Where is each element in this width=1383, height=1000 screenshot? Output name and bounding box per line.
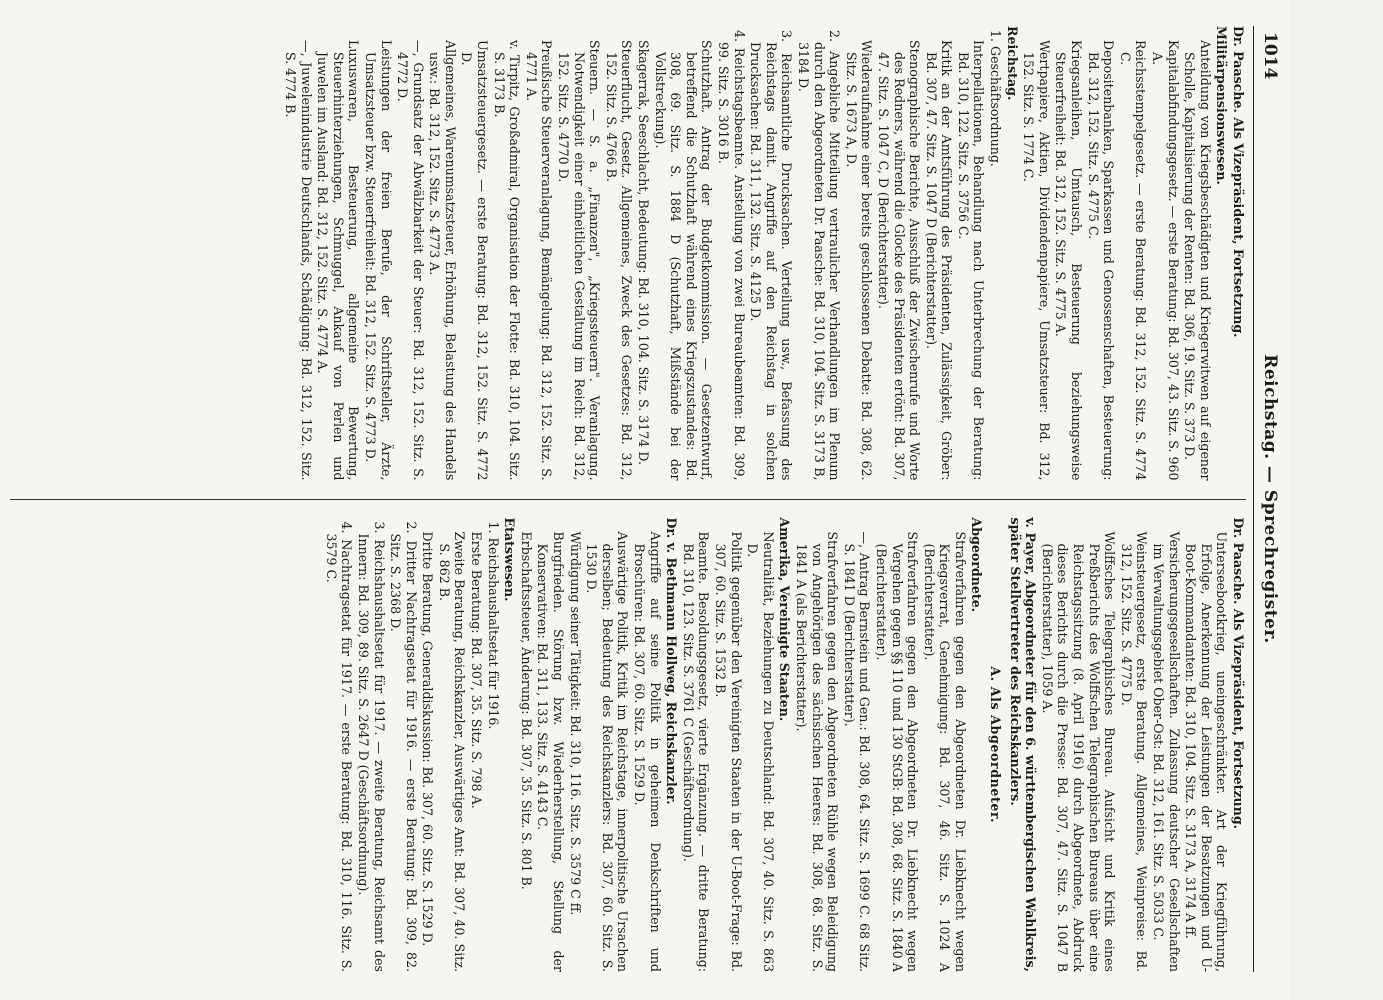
register-entry: Wiederaufnahme einer bereits geschlossenen Debatte: Bd. 308, 62. Sitz. S. 1673 A, D. (843, 40, 875, 481)
register-entry: Preußische Steuerveranlagung, Bemängelung: Bd. 312, 152. Sitz. S. 4771 A. (523, 40, 555, 481)
register-entry: Beamte. Besoldungsgesetz, vierte Ergänzung. — dritte Beratung: Bd. 310, 123. Sitz. S. 3761 C (Geschäftsordnung). (680, 531, 712, 972)
register-entry: Dr. Paasche. Als Vizepräsident, Fortsetzung. (1231, 517, 1246, 830)
register-entry: Reichsstempelgesetz. — erste Beratung: Bd. 312, 152. Sitz. S. 4774 C. (1117, 40, 1149, 481)
page-number: 1014 (1260, 32, 1280, 80)
register-entry: 2. Dritter Nachtragsetat für 1916. — erste Beratung: Bd. 309, 82. Sitz. S. 2368 D. (388, 521, 419, 972)
register-entry: Steuerflucht, Gesetz. Allgemeines, Zweck des Gesetzes: Bd. 312, 152. Sitz. S. 4766 B. (603, 40, 635, 481)
register-entry: Etatswesen. (502, 517, 518, 602)
register-entry: Reichstag. (1004, 26, 1020, 101)
register-entry: Anteildung von Kriegsbeschädigten und Kriegerwitwen auf eigener Scholle, Kapitalisierung der Renten: Bd. 306, 19. Sitz. S. 373 D. (1182, 40, 1213, 481)
column-rule (10, 499, 1246, 500)
register-entry: Politik gegenüber den Vereinigten Staaten in der U-Boot-Frage: Bd. 307, 60. Sitz. S. 1532 B. (713, 531, 744, 972)
register-entry: Kritik an der Amtsführung des Präsidenten, Zulässigkeit, Gröber: Bd. 307, 47. Sitz. S. 1047 D (Berichterstatter). (923, 40, 955, 481)
register-entry: Burgfrieden. Störung bzw. Wiederherstellung, Stellung der Konservativen: Bd. 311, 133. Sitz. S. 4143 C. (535, 531, 567, 972)
register-entry: 3. Reichshaushaltsetat für 1917. — zweite Beratung, Reichsamt des Innern: Bd. 309, 89. Sitz. S. 2647 D (Geschäftsordnung). (355, 521, 387, 972)
register-entry: 1. Reichshaushaltsetat für 1916. (485, 521, 501, 730)
register-entry: Unterseebootkrieg, uneingeschränkter. Art der Kriegführung, Erfolge, Anerkennung der Leistungen der Besatzungen und U-Boot-Kommandanten: Bd. 310, 104. Sitz. S. 3173 A, 3174 A ff. (1183, 531, 1230, 972)
register-entry: Interpellationen, Behandlung nach Unterbrechung der Beratung: Bd. 310, 122. Sitz. S. 3756 C. (955, 40, 987, 481)
register-entry: Strafverfahren gegen den Abgeordneten Rühle wegen Beleidigung von Angehörigen des sächsischen Heeres: Bd. 308, 68. Sitz. S. 1841 A (als Berichterstatter). (793, 531, 841, 972)
register-entry: Amerika, Vereinigte Staaten. (777, 517, 793, 722)
register-entry: Kriegsanleihen, Umtausch, Besteuerung beziehungsweise Steuerfreiheit: Bd. 312, 152. Sitz. S. 4775 A. (1053, 40, 1085, 481)
register-entry: Dr. Paasche. Als Vizepräsident, Fortsetzung. (1231, 26, 1246, 338)
register-entry: Erste Beratung: Bd. 307, 35. Sitz. S. 798 A. (469, 531, 485, 809)
left-column (10, 26, 1246, 481)
register-entry: —, Antrag Bernstein und Gen.: Bd. 308, 64. Sitz. S. 1699 C. 68 Sitz. S. 1841 D (Berichterstatter). (841, 531, 873, 972)
register-entry: Wertpapiere, Aktien, Dividendenpapiere, Umsatzsteuer: Bd. 312, 152. Sitz. S. 1774 C. (1021, 40, 1052, 481)
register-entry: Weinsteuergesetz, erste Beratung. Allgemeines, Weinpreise: Bd. 312, 152. Sitz. S. 4775 D. (1118, 531, 1150, 972)
register-entry: Leistungen der freien Berufe, der Schriftsteller, Ärzte, Umsatzsteuer bzw. Steuerfreiheit: Bd. 312, 152. Sitz. S. 4773 D. (362, 40, 394, 481)
register-entry: v. Tirpitz, Großadmiral, Organisation der Flotte: Bd. 310, 104. Sitz. S. 3173 B. (491, 40, 523, 481)
register-entry: —, Grundsatz der Abwälzbarkeit der Steuer: Bd. 312, 152. Sitz. S. 4772 D. (395, 40, 426, 481)
register-entry: Neutralität, Beziehungen zu Deutschland: Bd. 307, 40. Sitz. S. 863 D. (745, 531, 776, 972)
register-entry: Wolffsches Telegraphisches Bureau. Aufsicht und Kritik eines Preßberichts des Wolffschen Telegraphischen Bureaus über eine Reichstagssitzung (8. April 1916) durch Abgeordnete, Abdruck dieses Berichts durch die Presse: Bd. 307, 47. Sitz. S. 1047 B (Berichterstatter), 1059 A. (1039, 531, 1118, 972)
register-entry: 1. Geschäftsordnung. (988, 30, 1004, 167)
register-entry: 3. Reichsamtliche Drucksachen. Verteilung usw., Befassung des Reichstags damit. Angriffe auf den Reichstag in solchen Drucksachen: Bd. 311, 132. Sitz. S. 4125 D. (748, 30, 795, 481)
register-entry: Dr. v. Bethmann Hollweg, Reichskanzler. (664, 517, 680, 805)
register-entry: Strafverfahren gegen den Abgeordneten Dr. Liebknecht wegen Kriegsverrat, Genehmigung: Bd. 307, 46. Sitz. S. 1024 A (Berichterstatter). (921, 531, 968, 972)
register-entry: 2. Angebliche Mitteilung vertraulicher Verhandlungen im Plenum durch den Abgeordneten Dr. Paasche: Bd. 310, 104. Sitz. S. 3173 B, 3184 D. (795, 30, 843, 481)
page-header (1253, 26, 1284, 972)
register-entry: —, Juwelenindustrie Deutschlands, Schädigung: Bd. 312, 152. Sitz. S. 4774 B. (282, 40, 314, 481)
running-title: Reichstag. — Sprechregister. (1260, 354, 1280, 644)
register-entry: 4. Nachtragsetat für 1917. — erste Beratung: Bd. 310, 116. Sitz. S. 3579 C. (323, 521, 355, 972)
register-entry: Abgeordnete. (969, 517, 985, 613)
register-entry: Versicherungsgesellschaften. Zulassung deutscher Gesellschaften im Verwaltungsgebiet Ober-Ost: Bd. 312, 161. Sitz. S. 5033 C. (1151, 531, 1182, 972)
register-entry: Umsatzsteuergesetz. — erste Beratung: Bd. 312, 152. Sitz. S. 4772 D. (459, 40, 491, 481)
register-entry: 4. Reichstagsbeamte. Anstellung von zwei Bureaubeamten: Bd. 309, 99. Sitz. S. 3016 B. (716, 30, 747, 481)
register-entry: Erbschaftssteuer, Änderung: Bd. 307, 35. Sitz. S. 801 B. (518, 531, 534, 890)
register-entry: Luxuswaren, Besteuerung, allgemeine Bewertung, Steuerhinterziehungen, Schmuggel, Ankauf von Perlen und Juwelen im Ausland: Bd. 312, 152. Sitz. S. 4774 A. (315, 40, 362, 481)
right-column (10, 518, 1246, 973)
register-entry: A. Als Abgeordneter. (988, 666, 1004, 824)
text-columns (10, 26, 1246, 972)
register-entry: Würdigung seiner Tätigkeit: Bd. 310, 116. Sitz. S. 3579 C ff. (567, 531, 583, 916)
register-entry: Allgemeines, Warenumsatzsteuer, Erhöhung, Belastung des Handels usw.: Bd. 312, 152. Sitz. S. 4773 A. (427, 40, 458, 481)
register-entry: Depositenbanken, Sparkassen und Genossenschaften, Besteuerung: Bd. 312, 152. Sitz. S. 4775 C. (1085, 40, 1117, 481)
register-entry: Angriffe auf seine Politik in geheimen Denkschriften und Broschüren: Bd. 307, 60. Sitz. S. 1529 D. (632, 531, 663, 972)
register-entry: Kapitalabfindungsgesetz. — erste Beratung: Bd. 307, 43. Sitz. S. 960 A. (1150, 40, 1181, 481)
register-entry: Militärpensionswesen. (1214, 26, 1230, 185)
register-entry: Strafverfahren gegen den Abgeordneten Dr. Liebknecht wegen Vergehen gegen §§ 110 und 130 StGB: Bd. 308, 68. Sitz. S. 1840 A (Berichterstatter). (873, 531, 921, 972)
register-entry: v. Payer, Abgeordneter für den 6. württembergischen Wahlkreis, später Stellvertreter des Reichskanzlers. (1007, 517, 1039, 972)
register-entry: Auswärtige Politik, Kritik im Reichstage, innerpolitische Ursachen derselben; Bedeutung des Reichskanzlers: Bd. 307, 60. Sitz. S. 1530 D. (584, 531, 631, 972)
register-entry: Zweite Beratung, Reichskanzler, Auswärtiges Amt: Bd. 307, 40. Sitz. S. 862 B. (436, 531, 468, 972)
register-entry: Steuern. — S. a. „Finanzen", „Kriegssteuern". Veranlagung. Notwendigkeit einer einheitlichen Gestaltung im Reich: Bd. 312, 152. Sitz. S. 4770 D. (556, 40, 603, 481)
register-entry: Dritte Beratung, Generaldiskussion: Bd. 307, 60. Sitz. S. 1529 D. (420, 531, 436, 947)
register-entry: Skagerrak, Seeschlacht, Bedeutung: Bd. 310, 104. Sitz. S. 3174 D. (636, 40, 652, 465)
register-entry: Schutzhaft. Antrag der Budgetkommission. — Gesetzentwurf, betreffend die Schutzhaft während eines Kriegszustandes: Bd. 308, 69. Sitz. S. 1884 D (Schutzhaft, Mißstände bei der Vollstreckung). (652, 40, 715, 481)
register-entry: Stenographische Berichte, Ausschluß der Zwischenrufe und Worte des Redners, während die Glocke des Präsidenten ertönt: Bd. 307, 47. Sitz. S. 1047 C, D (Berichterstatter). (875, 40, 923, 481)
